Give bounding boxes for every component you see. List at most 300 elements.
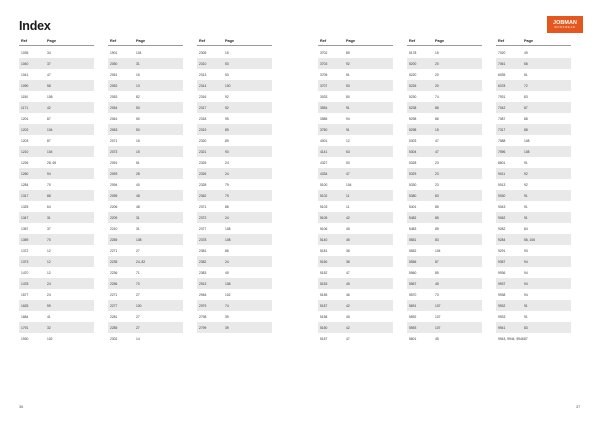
page-cell: 86 <box>435 116 439 121</box>
ref-cell: 5200 <box>409 61 417 66</box>
ref-cell: 9291 <box>498 248 506 253</box>
index-row <box>496 190 571 201</box>
ref-cell: 5556 <box>409 259 417 264</box>
page-title: Index <box>19 19 51 33</box>
index-row <box>318 157 393 168</box>
ref-cell: 2285 <box>110 325 118 330</box>
ref-cell: 2377 <box>199 226 207 231</box>
page-cell: 71 <box>136 270 140 275</box>
ref-cell: 1577 <box>21 292 29 297</box>
index-row <box>197 146 272 157</box>
page-cell: 31 <box>136 215 140 220</box>
index-row <box>197 179 272 190</box>
ref-cell: 5100 <box>320 182 328 187</box>
index-row <box>407 102 482 113</box>
page-cell: 23 <box>435 171 439 176</box>
index-row <box>197 234 272 245</box>
ref-cell: 1202 <box>21 127 29 132</box>
page-cell: 94 <box>346 116 350 121</box>
header-page: Page <box>136 38 146 43</box>
page-cell: 64 <box>47 204 51 209</box>
index-row <box>108 289 183 300</box>
ref-cell: 3033 <box>320 94 328 99</box>
ref-cell: 1260 <box>21 171 29 176</box>
index-row <box>318 256 393 267</box>
ref-cell: 2799 <box>199 325 207 330</box>
page-cell: 27 <box>136 292 140 297</box>
ref-cell: 9011 <box>498 171 506 176</box>
header-page: Page <box>524 38 534 43</box>
index-column <box>496 36 571 344</box>
column-rows <box>318 47 393 344</box>
page-cell: 56, 106 <box>524 237 535 242</box>
index-row <box>19 80 94 91</box>
ref-cell: 2052 <box>110 83 118 88</box>
page-cell: 15 <box>435 127 439 132</box>
page-cell: 70 <box>47 182 51 187</box>
page-cell: 15 <box>136 138 140 143</box>
ref-cell: 9943, 9944, 9946 <box>498 336 524 341</box>
index-row <box>197 190 272 201</box>
ref-cell: 5103 <box>320 204 328 209</box>
page-cell: 88 <box>524 116 528 121</box>
page-cell: 53 <box>225 61 229 66</box>
page-cell: 108 <box>225 281 231 286</box>
index-row <box>197 311 272 322</box>
page-cell: 24 <box>47 281 51 286</box>
index-row <box>108 223 183 234</box>
page-cell: 51 <box>136 160 140 165</box>
index-row <box>197 113 272 124</box>
page-cell: 47 <box>47 72 51 77</box>
page-cell: 45 <box>346 237 350 242</box>
index-row <box>407 322 482 333</box>
page-cell: 58 <box>47 83 51 88</box>
ref-cell: 4327 <box>320 160 328 165</box>
page-cell: 91 <box>524 303 528 308</box>
ref-cell: 3750 <box>320 127 328 132</box>
ref-cell: 5226 <box>409 83 417 88</box>
page-cell: 48 <box>136 193 140 198</box>
page-cell: 12 <box>346 138 350 143</box>
ref-cell: 5328 <box>409 160 417 165</box>
page-cell: 108 <box>524 138 530 143</box>
ref-cell: 5329 <box>409 171 417 176</box>
ref-cell: 5552 <box>409 248 417 253</box>
index-row <box>108 102 183 113</box>
page-cell: 91 <box>524 314 528 319</box>
ref-cell: 5155 <box>320 292 328 297</box>
page-cell: 102 <box>47 336 53 341</box>
index-row <box>407 212 482 223</box>
index-row <box>318 69 393 80</box>
ref-cell: 1210 <box>21 149 29 154</box>
index-column <box>318 36 393 344</box>
ref-cell: 2053 <box>110 94 118 99</box>
index-row <box>496 69 571 80</box>
index-row <box>197 223 272 234</box>
page-cell: 107 <box>435 325 441 330</box>
ref-cell: 1325 <box>21 204 29 209</box>
index-row <box>19 212 94 223</box>
ref-cell: 9938 <box>498 292 506 297</box>
page-cell: 42 <box>346 303 350 308</box>
ref-cell: 5105 <box>320 215 328 220</box>
index-row <box>318 300 393 311</box>
index-row <box>407 91 482 102</box>
page-cell: 84 <box>524 226 528 231</box>
index-row <box>496 124 571 135</box>
index-row <box>108 212 183 223</box>
index-row <box>19 278 94 289</box>
index-row <box>197 47 272 58</box>
index-row <box>19 58 94 69</box>
index-row <box>318 212 393 223</box>
index-row <box>108 311 183 322</box>
page-cell: 12 <box>47 259 51 264</box>
ref-cell: 2313 <box>199 72 207 77</box>
ref-cell: 7061 <box>498 61 506 66</box>
index-row <box>496 311 571 322</box>
header-page: Page <box>435 38 445 43</box>
index-row <box>197 201 272 212</box>
ref-cell: 1317 <box>21 193 29 198</box>
ref-cell: 7931 <box>498 94 506 99</box>
ref-cell: 2235 <box>110 259 118 264</box>
page-cell: 95 <box>225 116 229 121</box>
page-cell: 14 <box>136 336 140 341</box>
index-row <box>197 157 272 168</box>
index-row <box>496 278 571 289</box>
index-row <box>197 245 272 256</box>
page-cell: 53 <box>225 72 229 77</box>
page-cell: 47 <box>346 171 350 176</box>
index-row <box>407 80 482 91</box>
index-row <box>407 190 482 201</box>
index-row <box>108 267 183 278</box>
ref-cell: 9282 <box>498 226 506 231</box>
ref-cell: 2383 <box>199 270 207 275</box>
ref-cell: 4334 <box>320 171 328 176</box>
page-cell: 49 <box>524 50 528 55</box>
ref-cell: 2093 <box>110 171 118 176</box>
ref-cell: 3702 <box>320 50 328 55</box>
ref-cell: 2362 <box>199 193 207 198</box>
index-row <box>19 69 94 80</box>
page-cell: 31 <box>136 226 140 231</box>
ref-cell: 2316 <box>199 94 207 99</box>
ref-cell: 2206 <box>110 204 118 209</box>
index-row <box>318 113 393 124</box>
index-row <box>318 80 393 91</box>
page-cell: 50 <box>136 105 140 110</box>
ref-cell: 2271 <box>110 248 118 253</box>
ref-cell: 7020 <box>498 50 506 55</box>
ref-cell: 2314 <box>199 83 207 88</box>
page-cell: 91 <box>524 160 528 165</box>
index-row <box>108 146 183 157</box>
index-row <box>197 256 272 267</box>
ref-cell: 2265 <box>110 237 118 242</box>
page-cell: 104 <box>47 127 53 132</box>
index-row <box>318 245 393 256</box>
index-row <box>19 168 94 179</box>
ref-cell: 7317 <box>498 127 506 132</box>
page-cell: 24 <box>47 292 51 297</box>
page-cell: 51 <box>524 72 528 77</box>
ref-cell: 9030 <box>498 193 506 198</box>
page-cell: 47 <box>435 149 439 154</box>
ref-cell: 5140 <box>320 237 328 242</box>
page-cell: 70 <box>47 237 51 242</box>
page-cell: 45 <box>346 226 350 231</box>
index-row <box>197 58 272 69</box>
header-page: Page <box>346 38 356 43</box>
page-cell: 79 <box>225 182 229 187</box>
page-cell: 37 <box>47 226 51 231</box>
index-column <box>197 36 272 333</box>
page-cell: 39 <box>225 325 229 330</box>
ref-cell: 5304 <box>409 149 417 154</box>
ref-cell: 5601 <box>409 336 417 341</box>
ref-cell: 5483 <box>409 226 417 231</box>
ref-cell: 5330 <box>409 182 417 187</box>
ref-cell: 1470 <box>21 270 29 275</box>
page-cell: 11 <box>346 204 350 209</box>
column-rows <box>407 47 482 344</box>
ref-cell: 1041 <box>21 72 29 77</box>
index-row <box>318 201 393 212</box>
ref-cell: 2091 <box>110 160 118 165</box>
column-rows <box>19 47 94 344</box>
page-cell: 45 <box>435 281 439 286</box>
index-row <box>407 47 482 58</box>
index-row <box>318 47 393 58</box>
page-cell: 24 <box>225 259 229 264</box>
index-row <box>496 256 571 267</box>
index-row <box>318 267 393 278</box>
page-cell: 92 <box>524 182 528 187</box>
page-cell: 70 <box>136 281 140 286</box>
ref-cell: 2798 <box>199 314 207 319</box>
column-header <box>496 36 571 46</box>
index-row <box>19 322 94 333</box>
page-cell: 108 <box>225 226 231 231</box>
ref-cell: 2320 <box>199 138 207 143</box>
index-row <box>19 311 94 322</box>
ref-cell: 3554 <box>320 105 328 110</box>
ref-cell: 9932 <box>498 303 506 308</box>
page-cell: 47 <box>346 336 350 341</box>
ref-cell: 5570 <box>409 292 417 297</box>
page-cell: 45 <box>435 336 439 341</box>
page-cell: 39 <box>225 314 229 319</box>
index-row <box>496 201 571 212</box>
page-cell: 31 <box>136 61 140 66</box>
index-row <box>108 300 183 311</box>
column-header <box>407 36 482 46</box>
ref-cell: 5230 <box>409 94 417 99</box>
ref-cell: 5567 <box>409 281 417 286</box>
index-row <box>407 168 482 179</box>
page-cell: 104 <box>435 248 441 253</box>
page-cell: 89 <box>225 127 229 132</box>
page-cell: 91 <box>524 204 528 209</box>
ref-cell: 2256 <box>110 281 118 286</box>
page-cell: 108 <box>524 149 530 154</box>
index-row <box>318 102 393 113</box>
page-cell: 15 <box>225 50 229 55</box>
column-header <box>197 36 272 46</box>
page-cell: 47 <box>435 138 439 143</box>
header-page: Page <box>47 38 57 43</box>
page-cell: 83 <box>435 237 439 242</box>
ref-cell: 1901 <box>110 50 118 55</box>
index-row <box>407 179 482 190</box>
index-row <box>407 157 482 168</box>
ref-cell: 1201 <box>21 116 29 121</box>
index-row <box>496 91 571 102</box>
index-row <box>19 201 94 212</box>
ref-cell: 2305 <box>199 50 207 55</box>
page-cell: 37 <box>47 61 51 66</box>
ref-cell: 1090 <box>21 83 29 88</box>
index-row <box>496 58 571 69</box>
index-row <box>19 223 94 234</box>
index-row <box>197 102 272 113</box>
ref-cell: 5303 <box>409 138 417 143</box>
ref-cell: 7596 <box>498 149 506 154</box>
index-row <box>197 267 272 278</box>
page-cell: 52 <box>225 105 229 110</box>
page-cell: 51 <box>346 72 350 77</box>
ref-cell: 1684 <box>21 314 29 319</box>
index-row <box>318 190 393 201</box>
page-cell: 11 <box>346 193 350 198</box>
page-cell: 45 <box>346 314 350 319</box>
index-row <box>496 113 571 124</box>
index-row <box>19 333 94 344</box>
page-cell: 91 <box>346 105 350 110</box>
header-page: Page <box>225 38 235 43</box>
index-row <box>19 47 94 58</box>
ref-cell: 1035 <box>21 50 29 55</box>
page-cell: 27 <box>136 248 140 253</box>
page-cell: 31 <box>47 215 51 220</box>
index-row <box>496 47 571 58</box>
index-row <box>407 234 482 245</box>
page-cell: 23 <box>435 160 439 165</box>
page-cell: 85 <box>435 204 439 209</box>
ref-cell: 5560 <box>409 270 417 275</box>
ref-cell: 2277 <box>110 303 118 308</box>
index-row <box>197 135 272 146</box>
page-cell: 107 <box>435 303 441 308</box>
ref-cell: 2051 <box>110 72 118 77</box>
column-header <box>108 36 183 46</box>
index-row <box>318 278 393 289</box>
page-cell: 82 <box>136 94 140 99</box>
page-cell: 87 <box>524 336 528 341</box>
page-cell: 89 <box>346 50 350 55</box>
index-row <box>197 278 272 289</box>
ref-cell: 2372 <box>199 215 207 220</box>
ref-cell: 2073 <box>110 149 118 154</box>
index-row <box>496 168 571 179</box>
index-row <box>407 289 482 300</box>
page-cell: 91 <box>346 127 350 132</box>
index-row <box>407 300 482 311</box>
ref-cell: 2302 <box>110 336 118 341</box>
ref-cell: 2236 <box>110 270 118 275</box>
ref-cell: 2913 <box>199 281 207 286</box>
ref-cell: 2321 <box>199 149 207 154</box>
ref-cell: 2319 <box>199 127 207 132</box>
ref-cell: 9062 <box>498 215 506 220</box>
index-row <box>496 322 571 333</box>
index-row <box>19 190 94 201</box>
index-row <box>496 80 571 91</box>
ref-cell: 5181 <box>320 248 328 253</box>
header-ref: Ref <box>199 38 206 43</box>
ref-cell: 2382 <box>199 259 207 264</box>
page-cell: 85 <box>435 226 439 231</box>
ref-cell: 9013 <box>498 182 506 187</box>
page-cell: 28 <box>136 171 140 176</box>
ref-cell: 2210 <box>110 226 118 231</box>
page-cell: 24, 82 <box>136 259 146 264</box>
ref-cell: 5158 <box>320 314 328 319</box>
index-row <box>108 124 183 135</box>
page-cell: 41 <box>47 314 51 319</box>
page-cell: 94 <box>47 171 51 176</box>
ref-cell: 2071 <box>110 138 118 143</box>
ref-cell: 5157 <box>320 303 328 308</box>
page-cell: 108 <box>47 94 53 99</box>
page-cell: 74 <box>435 94 439 99</box>
page-cell: 92 <box>524 171 528 176</box>
ref-cell: 2318 <box>199 116 207 121</box>
page-cell: 104 <box>47 149 53 154</box>
header-ref: Ref <box>409 38 416 43</box>
ref-cell: 5380 <box>409 193 417 198</box>
index-row <box>19 234 94 245</box>
index-row <box>318 333 393 344</box>
page-cell: 87 <box>524 105 528 110</box>
index-row <box>19 91 94 102</box>
ref-cell: 5220 <box>409 72 417 77</box>
page-cell: 42 <box>346 215 350 220</box>
page-cell: 53 <box>346 160 350 165</box>
index-row <box>108 58 183 69</box>
page-cell: 47 <box>346 270 350 275</box>
index-row <box>108 157 183 168</box>
index-row <box>318 179 393 190</box>
page-cell: 85 <box>435 215 439 220</box>
index-row <box>318 322 393 333</box>
page-cell: 102 <box>225 292 231 297</box>
ref-cell: 5153 <box>320 281 328 286</box>
index-row <box>496 135 571 146</box>
ref-cell: 1791 <box>21 325 29 330</box>
ref-cell: 5592 <box>409 314 417 319</box>
page-cell: 50 <box>136 116 140 121</box>
page-cell: 93 <box>524 248 528 253</box>
ref-cell: 3703 <box>320 61 328 66</box>
page-number-right: 37 <box>576 405 581 409</box>
ref-cell: 9936 <box>498 270 506 275</box>
page-cell: 74 <box>225 303 229 308</box>
